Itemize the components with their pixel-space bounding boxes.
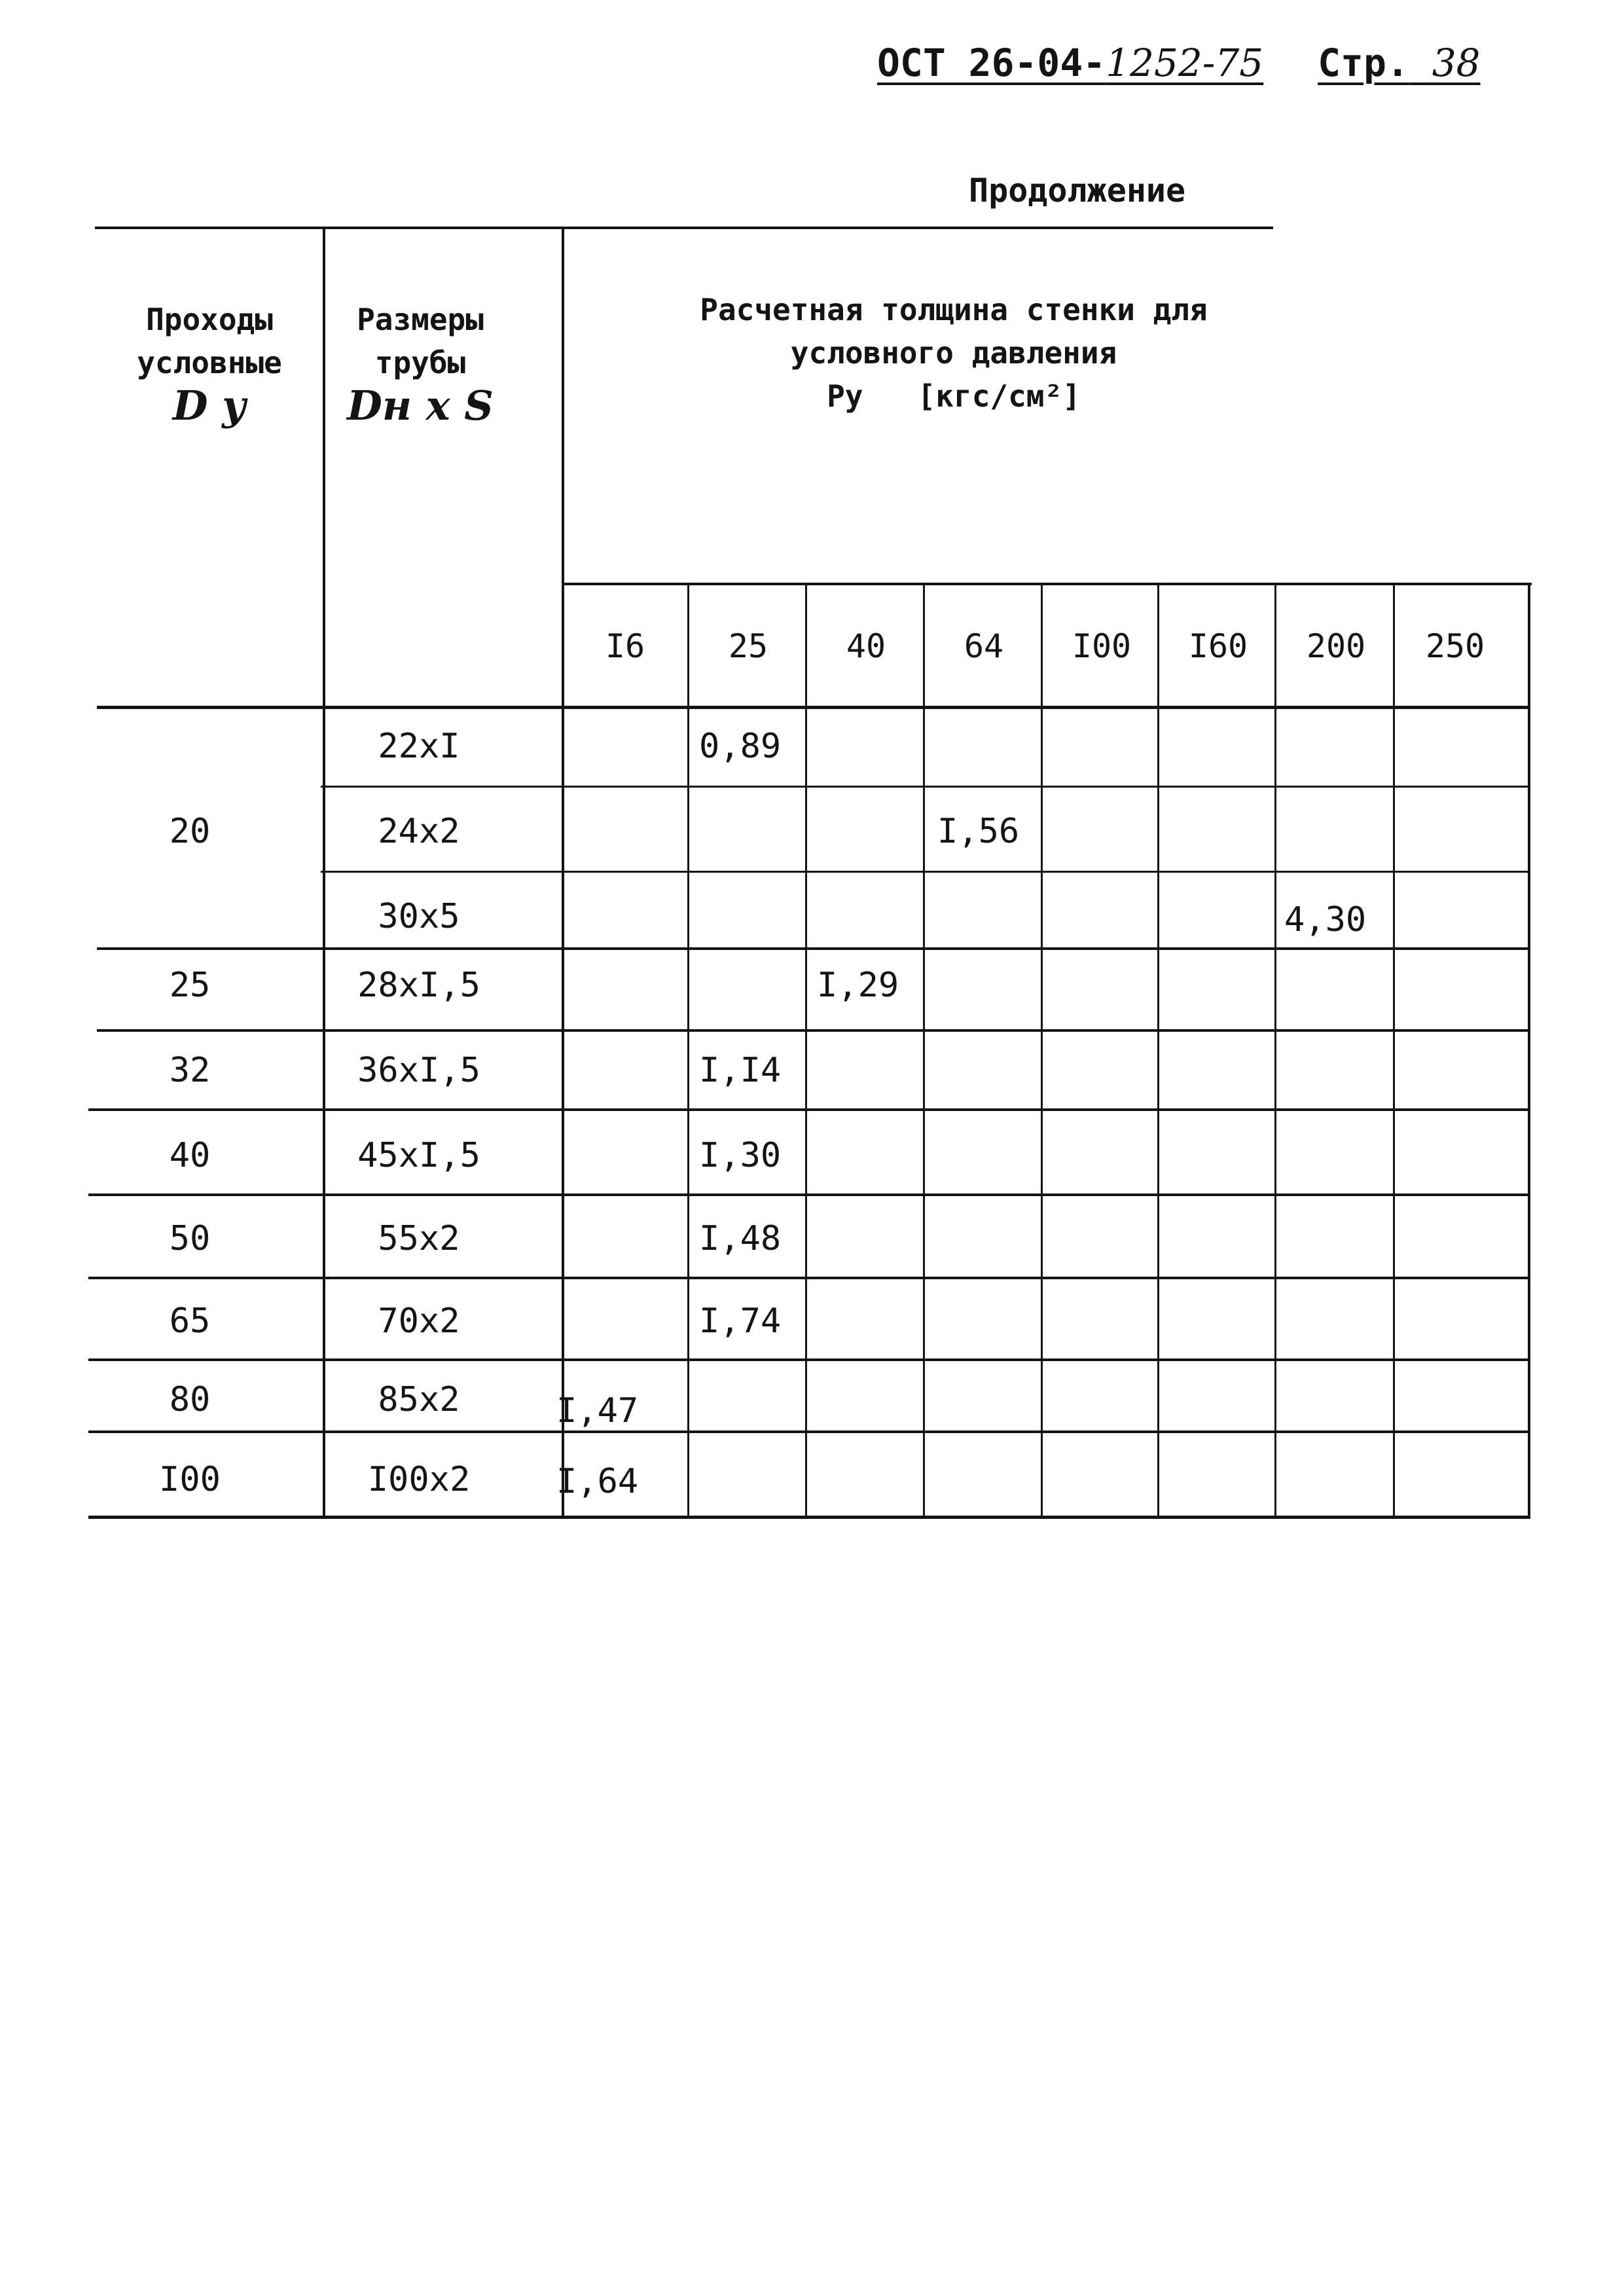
table-row-size: 24x2 <box>378 812 460 851</box>
col1-header-line1: Проходы <box>146 302 273 337</box>
table-row-size: 28xI,5 <box>357 966 480 1005</box>
table-row-value: I,64 <box>556 1462 639 1501</box>
col2-header <box>325 298 515 428</box>
table-row-size: 85x2 <box>378 1380 460 1419</box>
table-row-value: 4,30 <box>1284 900 1367 939</box>
page-label: Стр. <box>1318 41 1409 85</box>
page-number: 38 <box>1432 41 1481 85</box>
table-row-value: I,47 <box>556 1391 639 1430</box>
table-row-value: I,56 <box>937 812 1020 851</box>
pressure-column-250: 250 <box>1425 627 1485 665</box>
table-row-dy: 65 <box>169 1302 211 1341</box>
table-row-value: I,74 <box>699 1302 782 1341</box>
pressure-column-16: I6 <box>605 627 645 665</box>
table-row-value: 0,89 <box>699 727 782 766</box>
pressure-header-line2: условного давления <box>790 335 1117 371</box>
document-header <box>877 41 1481 85</box>
table-row-dy: 40 <box>169 1136 211 1175</box>
table-row-dy: I00 <box>159 1460 221 1499</box>
table-row-size: I00x2 <box>367 1460 471 1499</box>
pressure-header <box>564 288 1343 418</box>
table-row-value: I,I4 <box>699 1051 782 1090</box>
col1-header <box>98 298 321 428</box>
pressure-unit: [кгс/см²] <box>917 378 1081 414</box>
document-code: ОСТ 26-04- <box>877 41 1106 85</box>
col1-symbol: D у <box>172 382 247 429</box>
table-row-size: 45xI,5 <box>357 1136 480 1175</box>
table-row-size: 36xI,5 <box>357 1051 480 1090</box>
pressure-column-64: 64 <box>964 627 1004 665</box>
col2-header-line2: трубы <box>374 345 466 380</box>
table-row-value: I,48 <box>699 1219 782 1258</box>
document-code-handwritten: 1252-75 <box>1106 41 1264 85</box>
pressure-column-100: I00 <box>1072 627 1132 665</box>
pressure-column-25: 25 <box>728 627 768 665</box>
table-row-value: I,29 <box>817 966 899 1005</box>
table-row-value: I,30 <box>699 1136 782 1175</box>
table-row-size: 55x2 <box>378 1219 460 1258</box>
col1-header-line2: условные <box>137 345 282 380</box>
pressure-column-40: 40 <box>846 627 886 665</box>
col2-header-line1: Размеры <box>357 302 484 337</box>
table-row-size: 30x5 <box>378 897 460 936</box>
table-row-dy: 32 <box>169 1051 211 1090</box>
table-row-size: 70x2 <box>378 1302 460 1341</box>
col2-symbol: Dн x S <box>347 382 494 429</box>
table-row-dy: 80 <box>169 1380 211 1419</box>
pressure-column-160: I60 <box>1188 627 1248 665</box>
continuation-label: Продолжение <box>969 172 1186 210</box>
table-row-dy: 50 <box>169 1219 211 1258</box>
pressure-header-line1: Расчетная толщина стенки для <box>700 292 1208 327</box>
table-row-dy: 20 <box>169 812 211 851</box>
pressure-symbol: Py <box>827 378 863 414</box>
table-row-dy: 25 <box>169 966 211 1005</box>
pressure-column-200: 200 <box>1306 627 1366 665</box>
table-row-size: 22xI <box>378 727 460 766</box>
